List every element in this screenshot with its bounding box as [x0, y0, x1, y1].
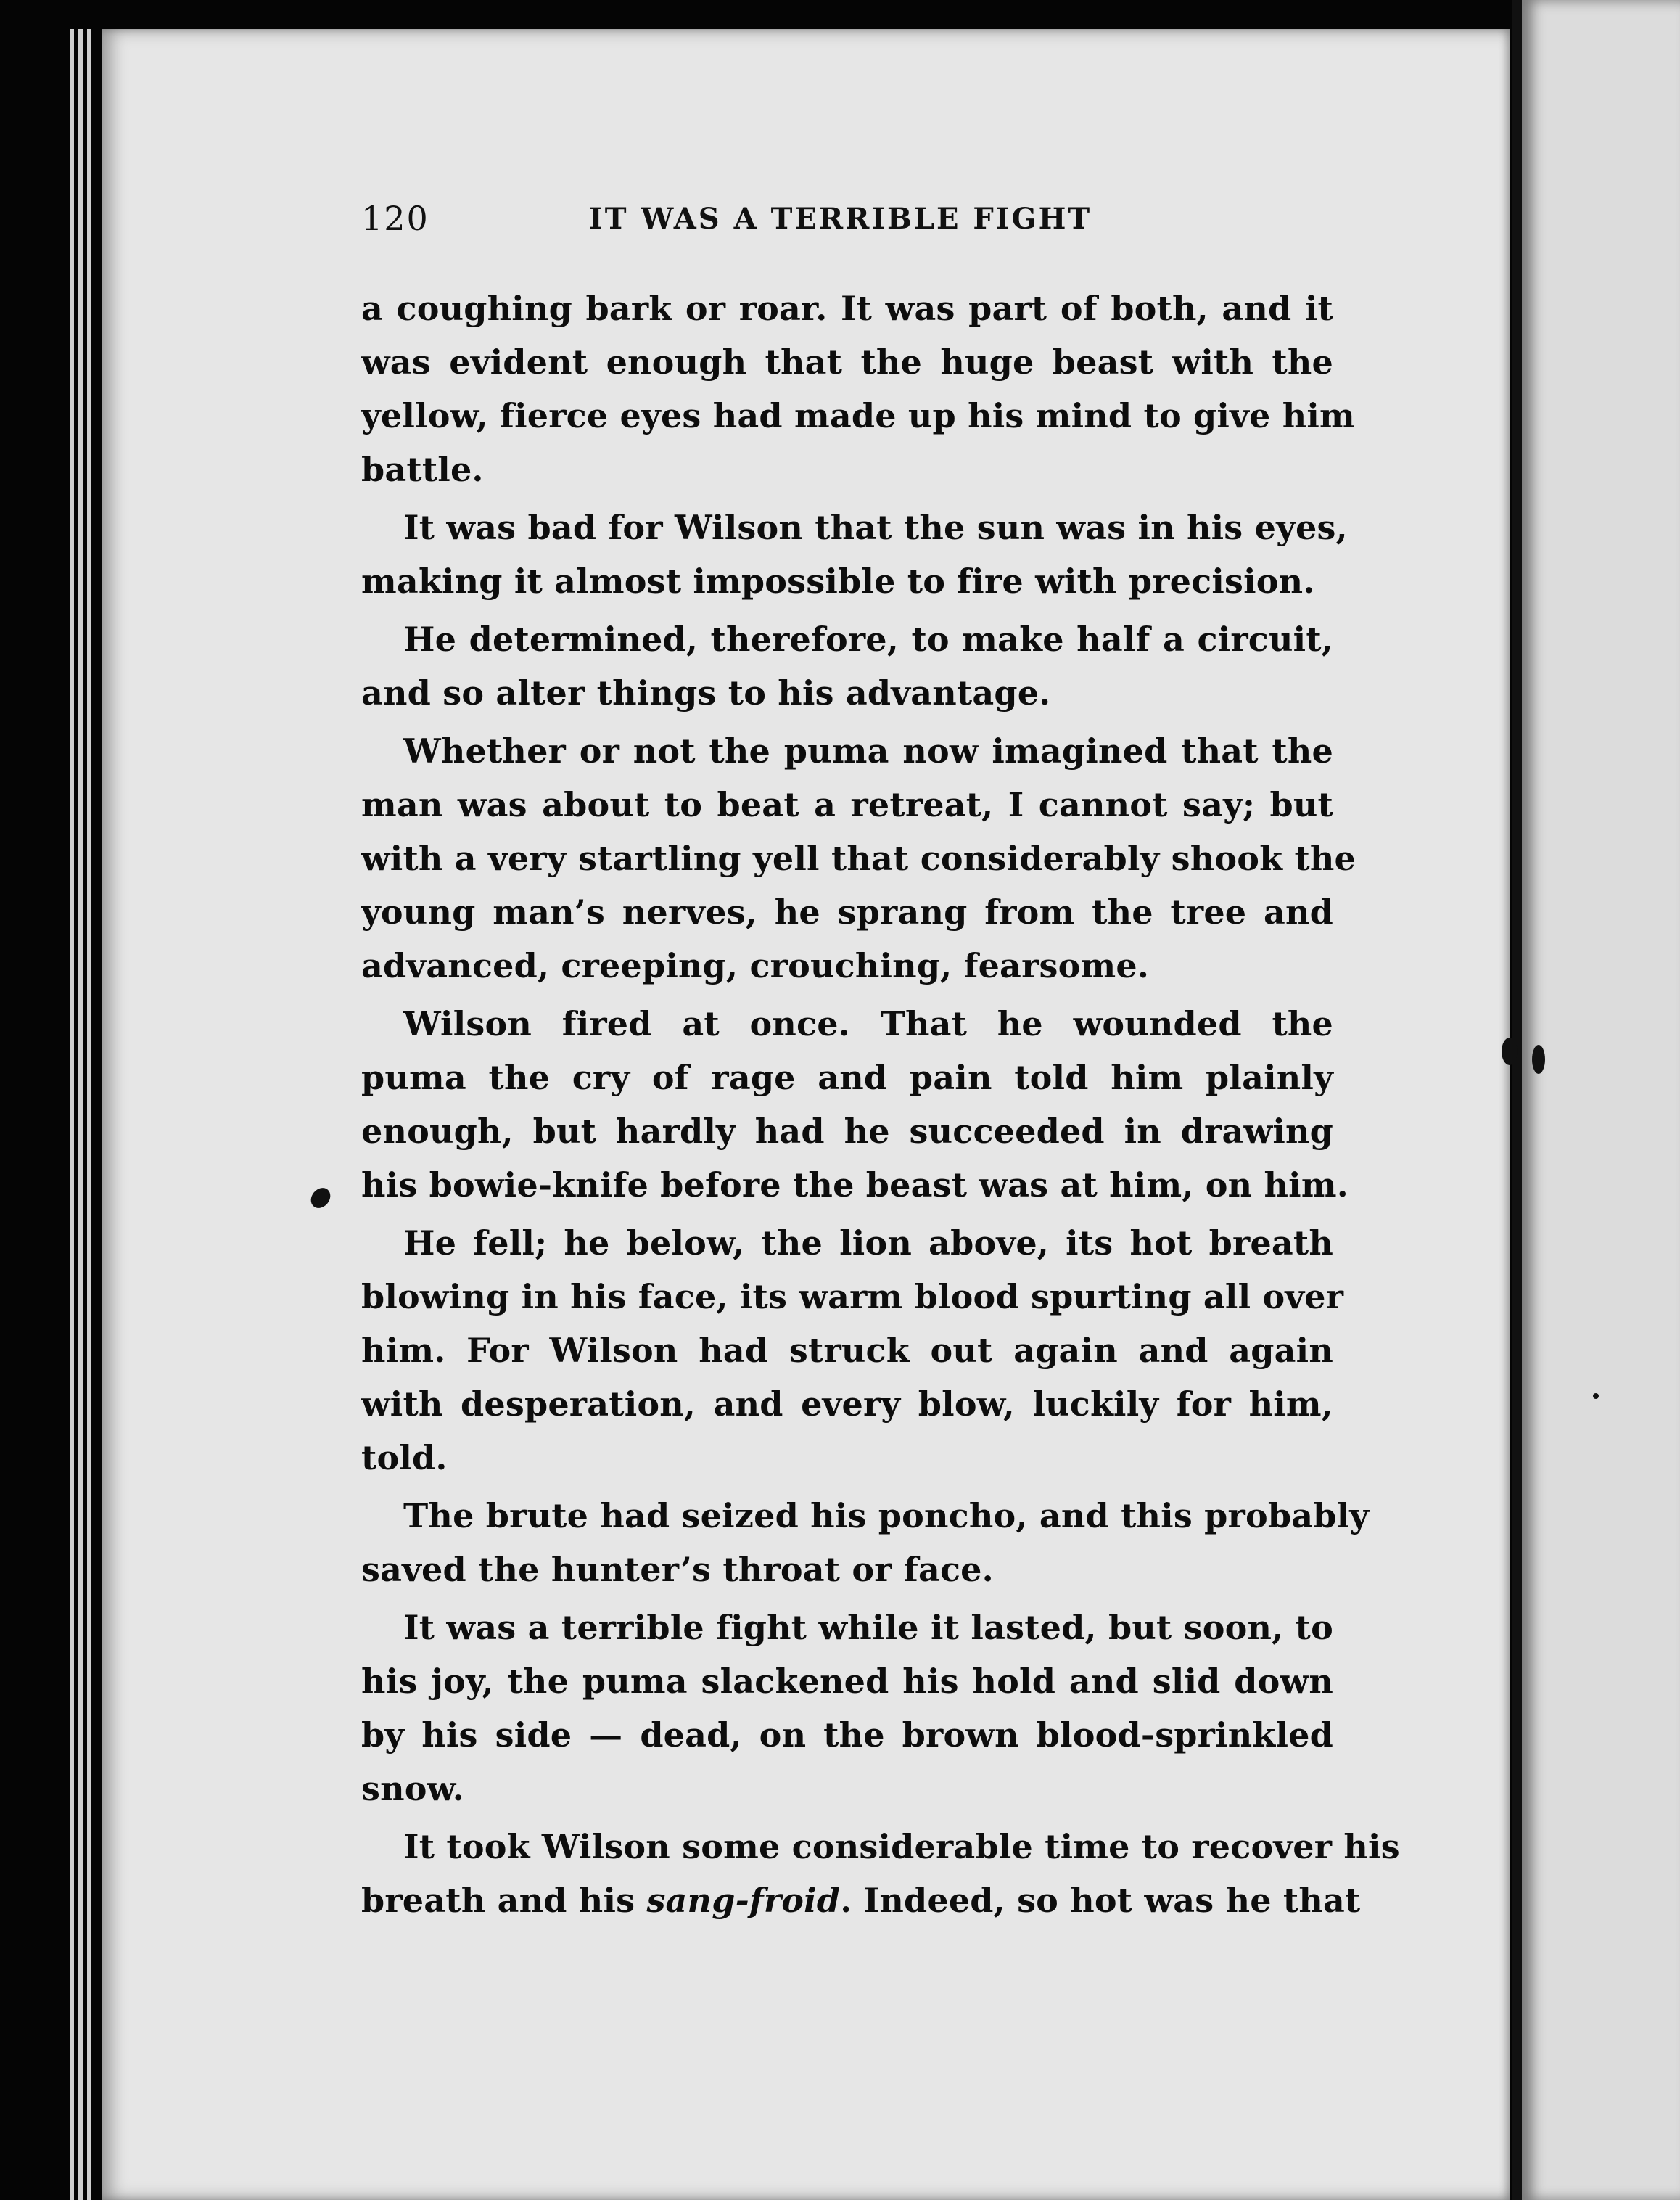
- text-line: battle.: [361, 450, 484, 489]
- text-line: and so alter things to his advantage.: [361, 673, 1051, 713]
- text-line: breath and his sang-froid. Indeed, so hot was he that: [361, 1881, 1361, 1920]
- text-line: It was a terrible fight while it lasted, but soon, to: [403, 1608, 1333, 1647]
- text-line: man was about to beat a retreat, I cannot say; but: [361, 785, 1333, 824]
- paragraph: [361, 1820, 1400, 1927]
- text-line: saved the hunter’s throat or face.: [361, 1550, 994, 1589]
- running-title: IT WAS A TERRIBLE FIGHT: [589, 202, 1092, 236]
- text-line: He determined, therefore, to make half a circuit,: [403, 620, 1333, 659]
- text-line: advanced, creeping, crouching, fearsome.: [361, 946, 1150, 985]
- text-line: with desperation, and every blow, luckily for him,: [361, 1384, 1333, 1424]
- text-line: Wilson fired at once. That he wounded the: [403, 1004, 1333, 1043]
- text-line: told.: [361, 1438, 448, 1477]
- adjacent-page-edge: [1522, 0, 1680, 2200]
- scan-speck: [1532, 1045, 1545, 1074]
- page-edge: [70, 29, 74, 2200]
- text-line: a coughing bark or roar. It was part of both, and it: [361, 289, 1333, 328]
- text-line: with a very startling yell that considerably shook the: [361, 839, 1356, 878]
- text-line: yellow, fierce eyes had made up his mind to give him: [361, 396, 1355, 435]
- page-edge: [78, 29, 83, 2200]
- text-line: Whether or not the puma now imagined that the: [403, 731, 1333, 771]
- paragraph: [361, 1489, 1370, 1596]
- text-line: puma the cry of rage and pain told him plainly: [361, 1058, 1333, 1097]
- paragraph: [361, 612, 1333, 720]
- text-line: by his side — dead, on the brown blood-sprinkled: [361, 1715, 1333, 1754]
- text-line: It was bad for Wilson that the sun was in his eyes,: [403, 508, 1348, 547]
- text-line: his joy, the puma slackened his hold and slid down: [361, 1662, 1333, 1701]
- paragraph: [361, 282, 1355, 496]
- text-line: snow.: [361, 1769, 465, 1808]
- running-head: [361, 199, 1097, 242]
- text-line: his bowie-knife before the beast was at him, on him.: [361, 1165, 1348, 1204]
- paragraph: [361, 1216, 1344, 1485]
- text-line: enough, but hardly had he succeeded in drawing: [361, 1112, 1333, 1151]
- paragraph: [361, 997, 1348, 1212]
- text-line: blowing in his face, its warm blood spurting all over: [361, 1277, 1344, 1316]
- italic-phrase: sang-froid: [646, 1881, 841, 1920]
- text-line: making it almost impossible to fire with precision.: [361, 562, 1315, 601]
- text-line: It took Wilson some considerable time to recover his: [403, 1827, 1400, 1866]
- scan-speck: [1502, 1038, 1518, 1065]
- paragraph: [361, 1601, 1333, 1815]
- text-line: him. For Wilson had struck out again and again: [361, 1331, 1333, 1370]
- body-text: [361, 282, 1400, 1932]
- scan-speck: [1593, 1393, 1599, 1399]
- page-number: 120: [361, 199, 429, 238]
- text-line: He fell; he below, the lion above, its hot breath: [403, 1223, 1333, 1263]
- page-gutter-shadow: [1512, 0, 1522, 2200]
- paragraph: [361, 724, 1356, 993]
- page-edge: [87, 29, 91, 2200]
- text-line: was evident enough that the huge beast with the: [361, 342, 1333, 382]
- paragraph: [361, 501, 1348, 608]
- text-line: The brute had seized his poncho, and this probably: [403, 1496, 1370, 1535]
- text-line: young man’s nerves, he sprang from the tree and: [361, 892, 1333, 932]
